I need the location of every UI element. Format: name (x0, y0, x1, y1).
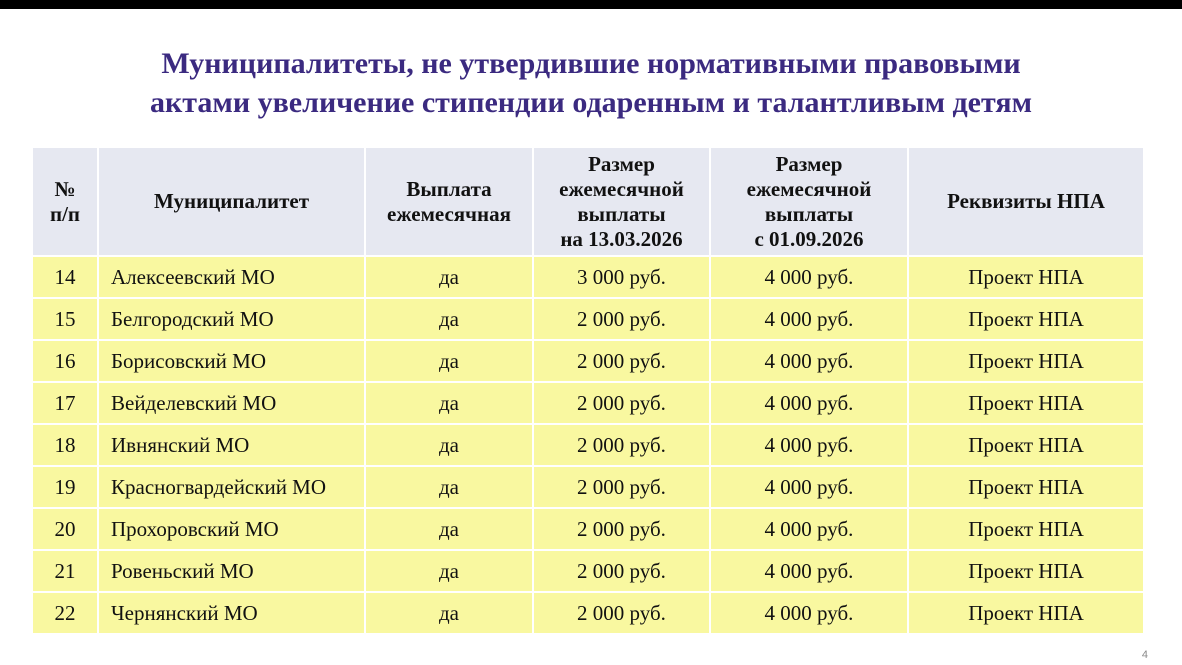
cell-municipality: Борисовский МО (98, 340, 365, 382)
header-line: выплаты (764, 201, 854, 226)
header-line: Муниципалитет (153, 189, 310, 213)
table-row (32, 424, 1144, 466)
header-municipality (98, 147, 365, 256)
cell-municipality: Прохоровский МО (98, 508, 365, 550)
cell-payment: да (365, 592, 533, 634)
cell-requisites: Проект НПА (908, 592, 1144, 634)
slide-title-line-2: актами увеличение стипендии одаренным и талантливым детям (150, 86, 1032, 119)
cell-payment: да (365, 382, 533, 424)
header-line: Реквизиты НПА (947, 189, 1105, 213)
cell-municipality: Алексеевский МО (98, 256, 365, 298)
table-row (32, 550, 1144, 592)
cell-amount-new: 4 000 руб. (710, 550, 908, 592)
cell-amount-new: 4 000 руб. (710, 466, 908, 508)
header-amount-current (533, 147, 710, 256)
header-line: Размер (775, 151, 843, 176)
municipalities-table (31, 146, 1145, 635)
cell-num: 22 (32, 592, 98, 634)
cell-amount-new: 4 000 руб. (710, 256, 908, 298)
cell-amount-current: 2 000 руб. (533, 382, 710, 424)
cell-requisites: Проект НПА (908, 466, 1144, 508)
cell-num: 19 (32, 466, 98, 508)
cell-num: 20 (32, 508, 98, 550)
header-num (32, 147, 98, 256)
cell-amount-current: 2 000 руб. (533, 298, 710, 340)
cell-num: 17 (32, 382, 98, 424)
table-body (32, 256, 1144, 634)
top-bar (0, 0, 1182, 9)
cell-amount-current: 2 000 руб. (533, 466, 710, 508)
cell-requisites: Проект НПА (908, 256, 1144, 298)
header-line: ежемесячная (387, 201, 511, 226)
header-line: Размер (588, 151, 655, 176)
cell-amount-new: 4 000 руб. (710, 592, 908, 634)
cell-num: 18 (32, 424, 98, 466)
cell-amount-new: 4 000 руб. (710, 508, 908, 550)
cell-requisites: Проект НПА (908, 340, 1144, 382)
slide-title (0, 44, 1182, 122)
cell-municipality: Чернянский МО (98, 592, 365, 634)
cell-requisites: Проект НПА (908, 424, 1144, 466)
slide-title-line-1: Муниципалитеты, не утвердившие нормативными правовыми (161, 47, 1021, 80)
cell-payment: да (365, 550, 533, 592)
cell-amount-current: 2 000 руб. (533, 340, 710, 382)
cell-num: 16 (32, 340, 98, 382)
cell-amount-new: 4 000 руб. (710, 298, 908, 340)
table-row (32, 466, 1144, 508)
cell-requisites: Проект НПА (908, 550, 1144, 592)
header-line: Выплата (406, 176, 492, 201)
cell-payment: да (365, 508, 533, 550)
cell-num: 21 (32, 550, 98, 592)
cell-payment: да (365, 340, 533, 382)
header-line: с 01.09.2026 (754, 226, 864, 251)
header-amount-new (710, 147, 908, 256)
table-row (32, 256, 1144, 298)
cell-amount-current: 2 000 руб. (533, 550, 710, 592)
cell-num: 15 (32, 298, 98, 340)
cell-municipality: Красногвардейский МО (98, 466, 365, 508)
table-row (32, 298, 1144, 340)
header-requisites (908, 147, 1144, 256)
header-line: выплаты (577, 201, 666, 226)
cell-municipality: Вейделевский МО (98, 382, 365, 424)
header-line: п/п (49, 201, 81, 226)
cell-requisites: Проект НПА (908, 298, 1144, 340)
table-row (32, 382, 1144, 424)
header-line: ежемесячной (746, 176, 872, 201)
cell-municipality: Белгородский МО (98, 298, 365, 340)
cell-payment: да (365, 298, 533, 340)
cell-amount-new: 4 000 руб. (710, 382, 908, 424)
table-row (32, 340, 1144, 382)
table-header-row (32, 147, 1144, 256)
header-line: на 13.03.2026 (560, 226, 683, 251)
cell-payment: да (365, 256, 533, 298)
cell-payment: да (365, 466, 533, 508)
page-number: 4 (1141, 649, 1148, 661)
header-payment (365, 147, 533, 256)
cell-amount-current: 3 000 руб. (533, 256, 710, 298)
cell-num: 14 (32, 256, 98, 298)
cell-payment: да (365, 424, 533, 466)
cell-amount-current: 2 000 руб. (533, 424, 710, 466)
table-row (32, 508, 1144, 550)
cell-municipality: Ивнянский МО (98, 424, 365, 466)
table-row (32, 592, 1144, 634)
cell-amount-current: 2 000 руб. (533, 508, 710, 550)
cell-requisites: Проект НПА (908, 508, 1144, 550)
cell-amount-new: 4 000 руб. (710, 340, 908, 382)
header-line: № (54, 176, 76, 201)
cell-amount-current: 2 000 руб. (533, 592, 710, 634)
cell-municipality: Ровеньский МО (98, 550, 365, 592)
cell-amount-new: 4 000 руб. (710, 424, 908, 466)
header-line: ежемесячной (559, 176, 684, 201)
cell-requisites: Проект НПА (908, 382, 1144, 424)
